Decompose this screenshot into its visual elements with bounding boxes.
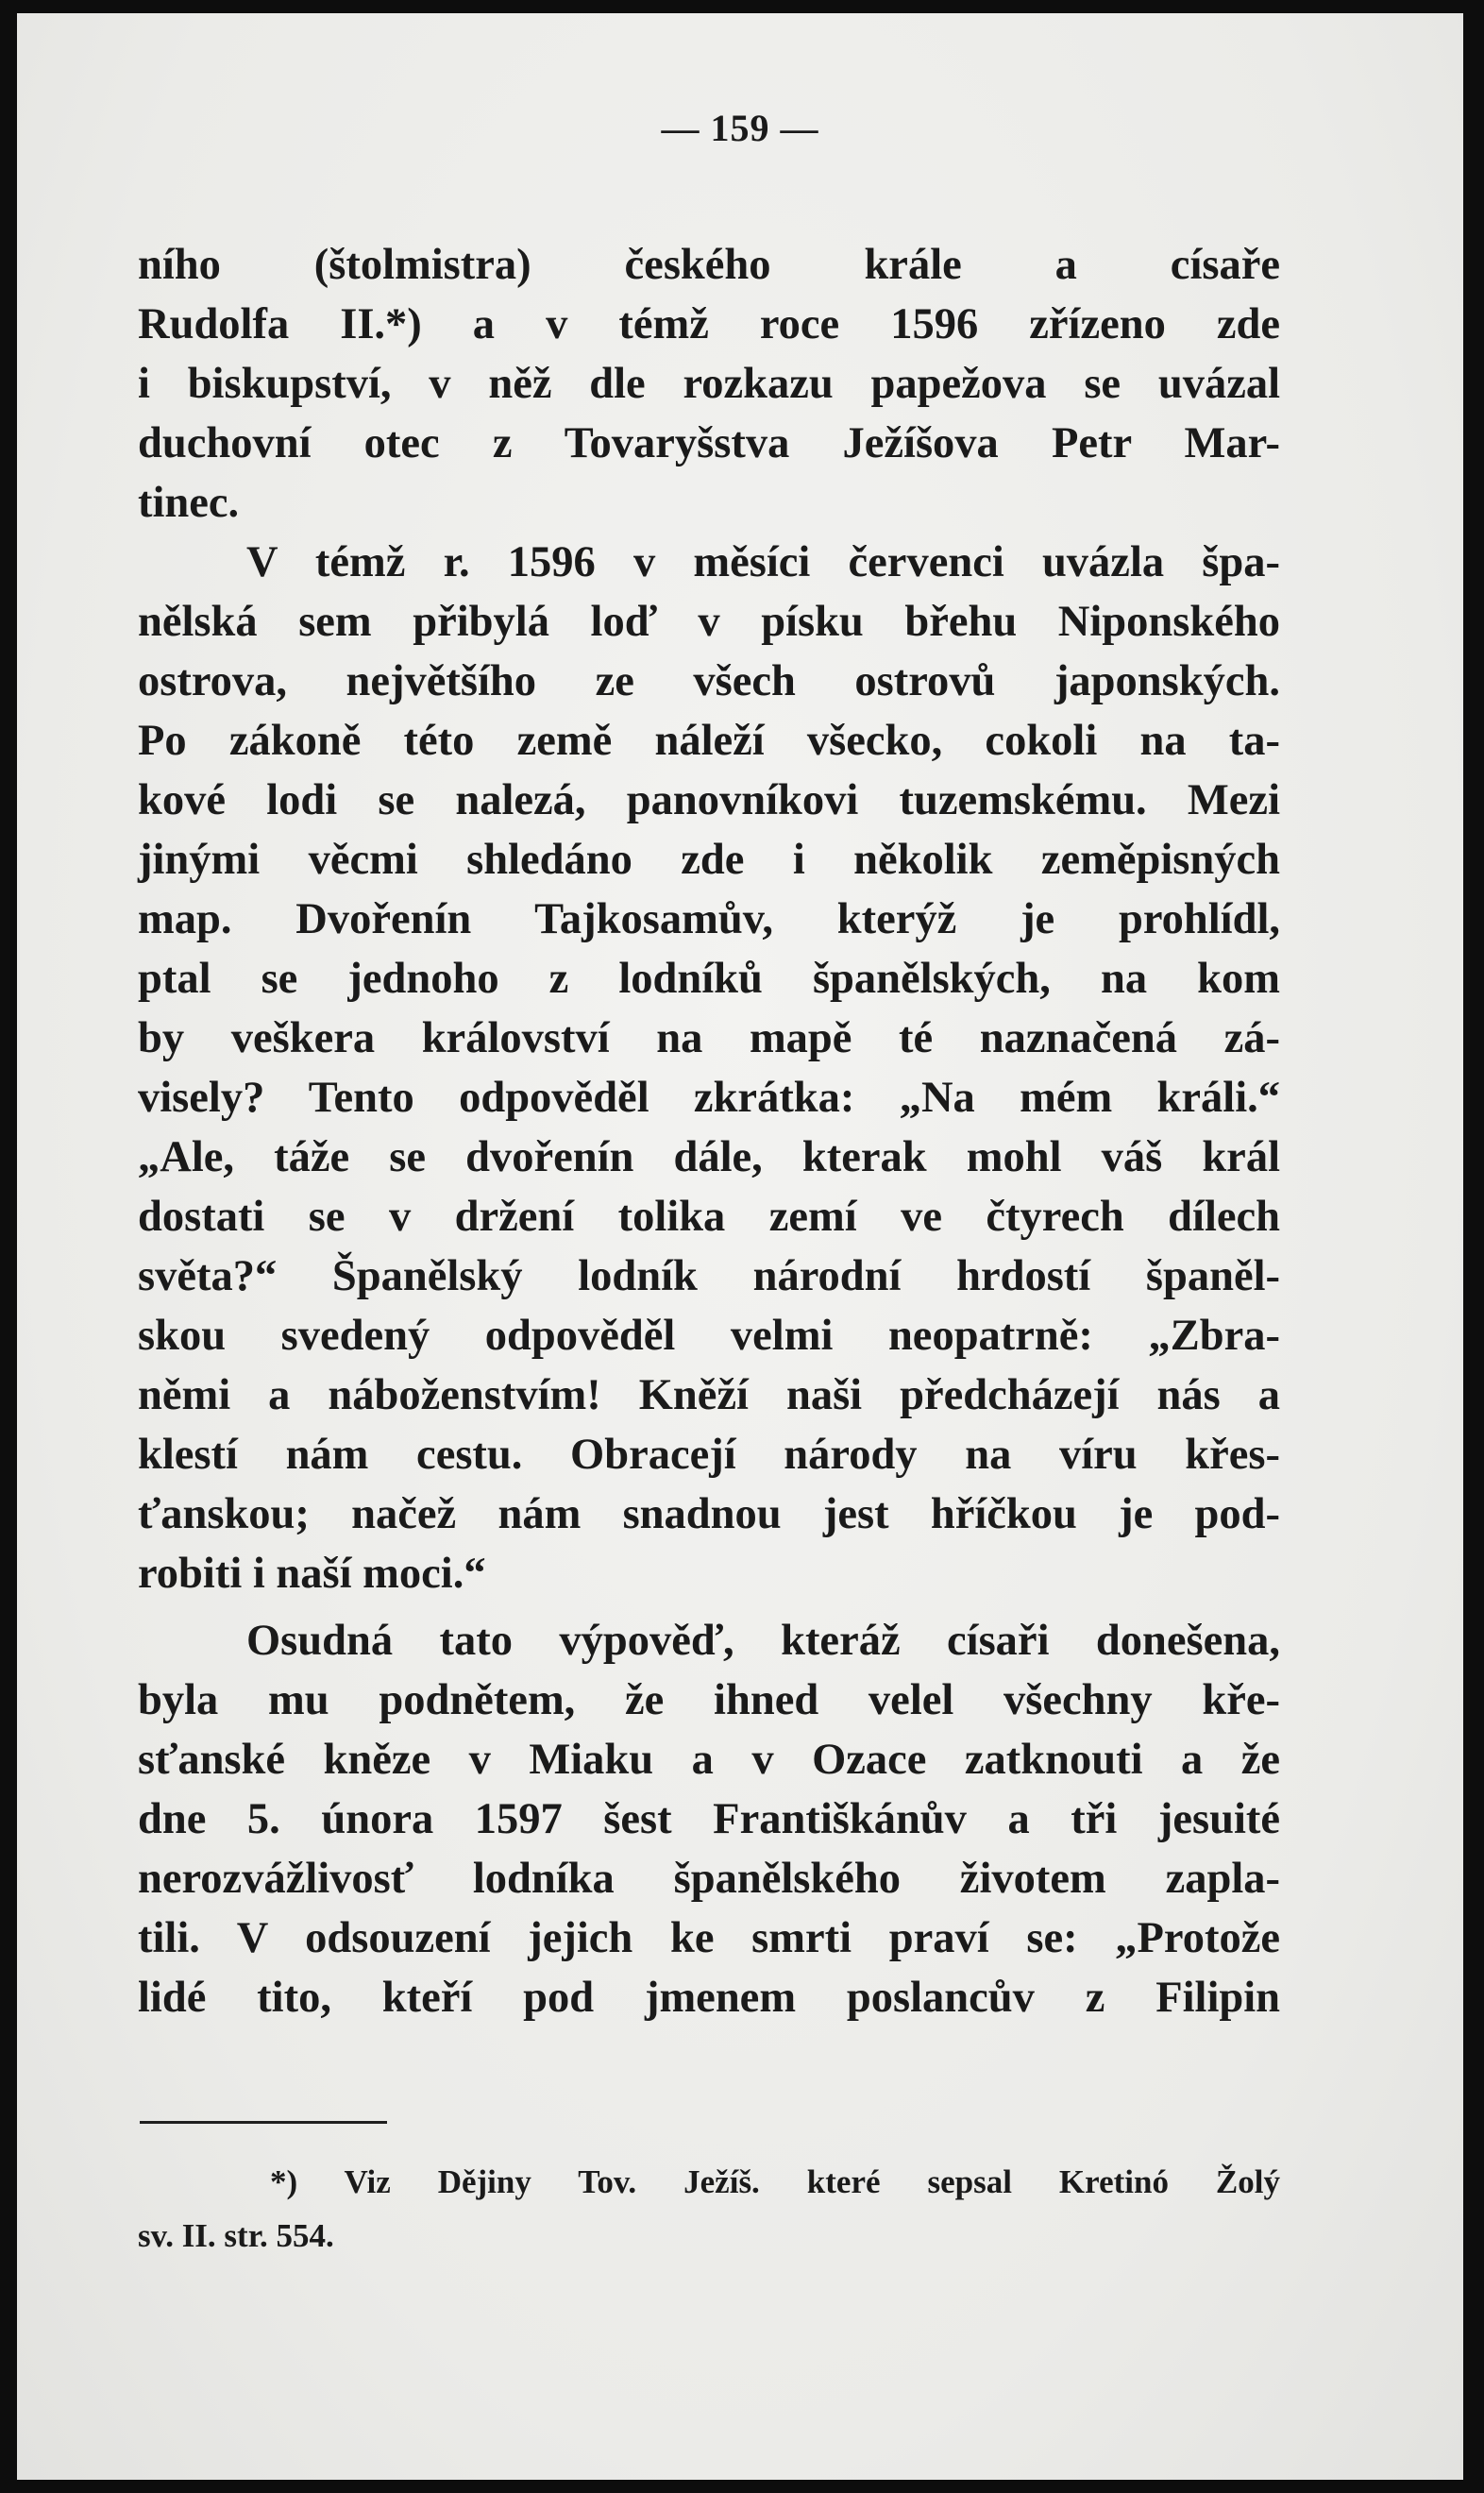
text-line: sťanské kněze v Miaku a v Ozace zatknouti a že xyxy=(138,1736,1280,1784)
text-line: Po zákoně této země náleží všecko, cokoli na ta- xyxy=(138,717,1280,765)
text-line: ního (štolmistra) českého krále a císaře xyxy=(138,241,1280,289)
book-page xyxy=(17,13,1463,2480)
text-line: lidé tito, kteří pod jmenem poslancův z Filipin xyxy=(138,1974,1280,2022)
text-line: duchovní otec z Tovaryšstva Ježíšova Petr Mar- xyxy=(138,419,1280,467)
body-text xyxy=(138,235,1280,2027)
text-line: jinými věcmi shledáno zde i několik zeměpisných xyxy=(138,836,1280,884)
text-line: robiti i naší moci.“ xyxy=(138,1550,486,1598)
text-line: tinec. xyxy=(138,479,240,527)
text-line: visely? Tento odpověděl zkrátka: „Na mém králi.“ xyxy=(138,1074,1280,1122)
text-line: dostati se v držení tolika zemí ve čtyrech dílech xyxy=(138,1193,1280,1241)
text-line: světa?“ Španělský lodník národní hrdostí španěl- xyxy=(138,1252,1280,1300)
text-line: ptal se jednoho z lodníků španělských, na kom xyxy=(138,955,1280,1003)
text-line: Rudolfa II.*) a v témž roce 1596 zřízeno zde xyxy=(138,300,1280,348)
text-line: nělská sem přibylá loď v písku břehu Niponského xyxy=(138,598,1280,646)
text-line: dne 5. února 1597 šest Františkánův a tři jesuité xyxy=(138,1795,1280,1843)
text-line: skou svedený odpověděl velmi neopatrně: „Zbra- xyxy=(138,1312,1280,1360)
footnote-line: *) Viz Dějiny Tov. Ježíš. které sepsal Kretinó Žolý xyxy=(270,2163,1280,2200)
text-line: němi a náboženstvím! Kněží naši předcházejí nás a xyxy=(138,1371,1280,1419)
footnote-divider xyxy=(140,2121,387,2124)
footnote-line: sv. II. str. 554. xyxy=(138,2217,334,2254)
text-line: byla mu podnětem, že ihned velel všechny kře- xyxy=(138,1676,1280,1724)
text-line: ťanskou; načež nám snadnou jest hříčkou je pod- xyxy=(138,1490,1280,1538)
text-line: Osudná tato výpověď, kteráž císaři donešena, xyxy=(246,1617,1280,1665)
text-line: klestí nám cestu. Obracejí národy na víru křes- xyxy=(138,1431,1280,1479)
text-line: tili. V odsouzení jejich ke smrti praví se: „Protože xyxy=(138,1914,1280,1962)
text-line: V témž r. 1596 v měsíci červenci uvázla špa- xyxy=(246,538,1280,586)
footnote xyxy=(138,2155,1280,2263)
text-line: ostrova, největšího ze všech ostrovů japonských. xyxy=(138,657,1280,705)
text-line: i biskupství, v něž dle rozkazu papežova se uvázal xyxy=(138,360,1280,408)
page-number: — 159 — xyxy=(661,107,819,149)
text-line: by veškera království na mapě té naznačená zá- xyxy=(138,1014,1280,1062)
text-line: kové lodi se nalezá, panovníkovi tuzemskému. Mezi xyxy=(138,776,1280,824)
text-line: map. Dvořenín Tajkosamův, kterýž je prohlídl, xyxy=(138,895,1280,943)
text-line: „Ale, táže se dvořenín dále, kterak mohl váš král xyxy=(138,1133,1280,1181)
text-line: nerozvážlivosť lodníka španělského životem zapla- xyxy=(138,1855,1280,1903)
